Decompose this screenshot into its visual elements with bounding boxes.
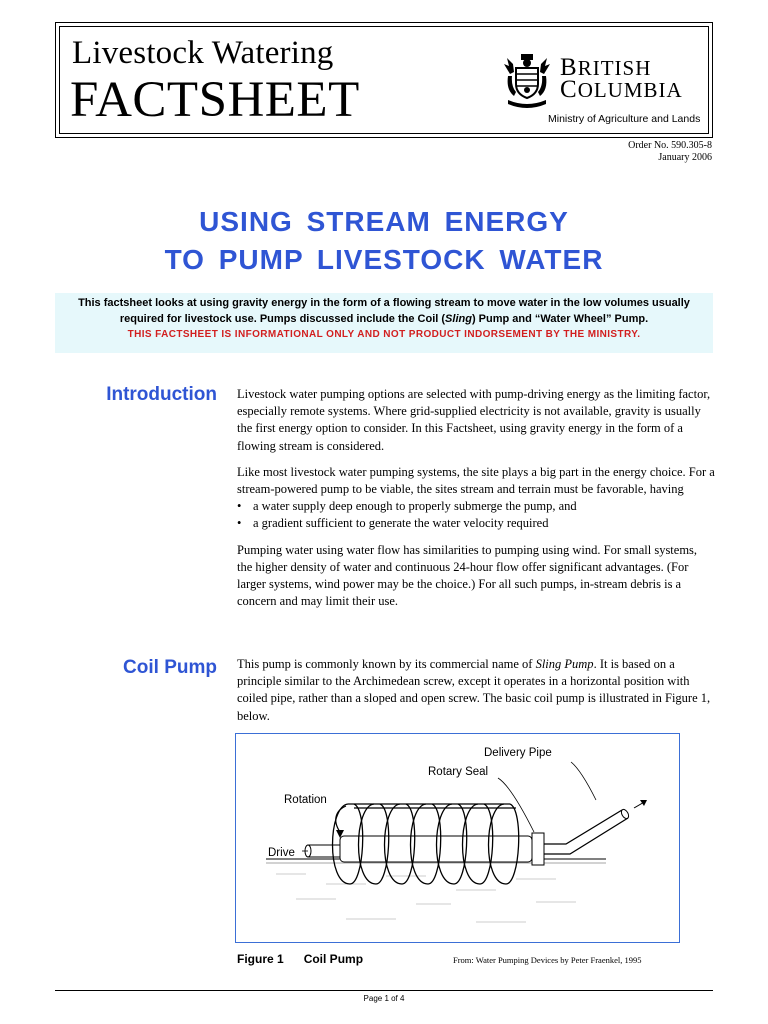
list-item [237, 515, 715, 532]
org-initial-c: C [560, 76, 578, 103]
list-item-text: a gradient sufficient to generate the water velocity required [253, 516, 549, 531]
order-date: January 2006 [658, 152, 712, 163]
label-drive: Drive [268, 847, 295, 859]
header-title: FACTSHEET [70, 72, 360, 128]
ministry-name: Ministry of Agriculture and Lands [548, 113, 701, 125]
requirements-list [237, 498, 715, 532]
coat-of-arms-icon [502, 52, 552, 110]
coil-pump-paragraph [237, 656, 715, 725]
order-number: Order No. 590.305-8 [628, 140, 712, 151]
coil-pump-text-2: . It is based on a principle similar to the Archimedean screw, except it operates in a horizontal position with coiled pipe, rather than a sloped and open screw. The basic coil pump is illustrated in Figure 1, below. [237, 657, 711, 723]
introduction-heading: Introduction [106, 384, 217, 405]
figure-caption [237, 952, 363, 966]
figure-frame [235, 733, 680, 943]
figure-number: Figure 1 [237, 952, 284, 966]
bullet-icon: • [237, 516, 242, 531]
header-subtitle: Livestock Watering [72, 35, 334, 71]
summary-part-1: This factsheet looks at using gravity energy in the form of a flowing stream to move water in the low volumes usually required for livestock use. Pumps discussed include the Coil ( [78, 297, 690, 325]
introduction-paragraph-2: Like most livestock water pumping systems, the site plays a big part in the energy choice. For a stream-powered pump to be viable, the sites stream and terrain must be favorable, having [237, 464, 715, 497]
introduction-paragraph-3: Pumping water using water flow has similarities to pumping using wind. For small systems, the higher density of water and continuous 24-hour flow offer significant advantages. (For larger systems, wind power may be the choice.) For all such pumps, in-stream debris is a concern and may limit their use. [237, 542, 698, 609]
order-info [628, 140, 712, 164]
document-title [0, 203, 768, 279]
org-name-columbia: OLUMBIA [577, 78, 683, 102]
coil-pump-italic: Sling Pump [535, 657, 594, 671]
label-rotary-seal: Rotary Seal [428, 766, 489, 778]
disclaimer-warning: THIS FACTSHEET IS INFORMATIONAL ONLY AND NOT PRODUCT INDORSEMENT BY THE MINISTRY. [127, 329, 641, 340]
coil-pump-heading: Coil Pump [123, 657, 217, 678]
title-line-1: USING STREAM ENERGY [199, 206, 569, 237]
org-name-british: RITISH [577, 56, 652, 80]
title-line-2: TO PUMP LIVESTOCK WATER [164, 244, 604, 275]
province-name [560, 54, 683, 103]
page-number: Page 1 of 4 [363, 994, 405, 1003]
list-item-text: a water supply deep enough to properly submerge the pump, and [253, 499, 577, 514]
summary-text [55, 295, 713, 327]
summary-box [55, 293, 713, 353]
bullet-icon: • [237, 499, 242, 514]
header-banner [55, 22, 713, 138]
org-initial-b: B [560, 54, 578, 81]
coil-pump-text-1: This pump is commonly known by its commercial name of [237, 657, 536, 671]
label-delivery-pipe: Delivery Pipe [484, 747, 552, 759]
footer-divider [55, 990, 713, 991]
coil-pump-body [237, 656, 715, 734]
header-inner-frame [59, 26, 709, 134]
figure-source: From: Water Pumping Devices by Peter Fraenkel, 1995 [453, 955, 642, 965]
list-item [237, 498, 715, 515]
figure-name: Coil Pump [303, 952, 364, 966]
summary-italic: Sling [445, 313, 472, 325]
introduction-paragraph-1: Livestock water pumping options are selected with pump-driving energy as the limiting factor, especially remote systems. Where grid-supplied electricity is not available, gravity is usually the first energy option to consider. In this Factsheet, using gravity energy in the form of a flowing stream is considered. [237, 387, 711, 453]
summary-part-2: ) Pump and “Water Wheel” Pump. [471, 313, 649, 325]
introduction-body [237, 386, 715, 619]
label-rotation: Rotation [284, 794, 327, 806]
